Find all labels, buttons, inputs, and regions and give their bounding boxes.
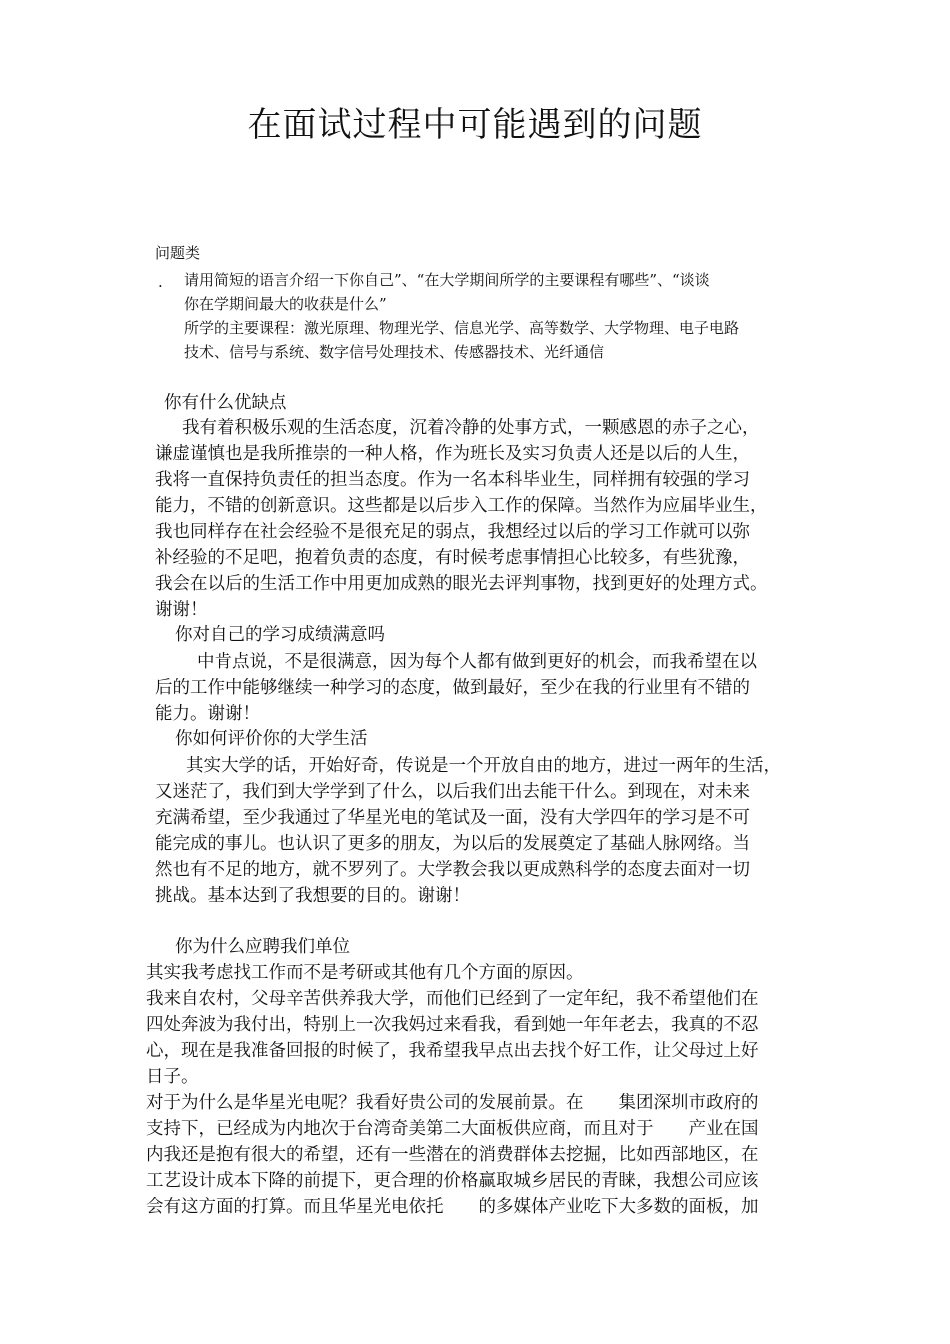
q5-line: 日子。 [146, 1067, 199, 1087]
q3-line: 后的工作中能够继续一种学习的态度，做到最好，至少在我的行业里有不错的 [155, 678, 750, 698]
q5-line: 我来自农村，父母辛苦供养我大学，而他们已经到了一定年纪，我不希望他们在 [146, 989, 759, 1009]
q2-heading: 你有什么优缺点 [164, 393, 287, 413]
q5-line: 心，现在是我准备回报的时候了，我希望我早点出去找个好工作，让父母过上好 [146, 1041, 759, 1061]
q3-line: 中肯点说，不是很满意，因为每个人都有做到更好的机会，而我希望在以 [197, 652, 757, 672]
q4-heading: 你如何评价你的大学生活 [175, 729, 368, 749]
q2-line: 我将一直保持负责任的担当态度。作为一名本科毕业生，同样拥有较强的学习 [155, 470, 750, 490]
q5-line: 支持下，已经成为内地次于台湾奇美第二大面板供应商，而且对于 产业在国 [146, 1119, 759, 1139]
page-title: 在面试过程中可能遇到的问题 [247, 105, 703, 145]
category-label: 问题类 [155, 244, 201, 262]
q5-line: 四处奔波为我付出，特别上一次我妈过来看我，看到她一年年老去，我真的不忍 [146, 1015, 759, 1035]
q5-line: 其实我考虑找工作而不是考研或其他有几个方面的原因。 [146, 963, 584, 983]
q1-line: 请用简短的语言介绍一下你自己”、“在大学期间所学的主要课程有哪些”、“谈谈 [184, 271, 710, 289]
list-marker: . [158, 273, 163, 291]
q1-line: 所学的主要课程：激光原理、物理光学、信息光学、高等数学、大学物理、电子电路 [184, 319, 740, 337]
q4-line: 挑战。基本达到了我想要的目的。谢谢！ [155, 886, 470, 906]
q2-line: 谢谢！ [155, 600, 208, 620]
q3-line: 能力。谢谢！ [155, 704, 260, 724]
q1-line: 你在学期间最大的收获是什么” [184, 295, 387, 313]
q5-line: 内我还是抱有很大的希望，还有一些潜在的消费群体去挖掘，比如西部地区，在 [146, 1145, 759, 1165]
q5-heading: 你为什么应聘我们单位 [175, 937, 350, 957]
q5-line: 工艺设计成本下降的前提下，更合理的价格赢取城乡居民的青睐，我想公司应该 [146, 1171, 759, 1191]
q4-line: 充满希望，至少我通过了华星光电的笔试及一面，没有大学四年的学习是不可 [155, 808, 750, 828]
q5-line: 对于为什么是华星光电呢？我看好贵公司的发展前景。在 集团深圳市政府的 [146, 1093, 759, 1113]
q2-line: 我会在以后的生活工作中用更加成熟的眼光去评判事物，找到更好的处理方式。 [155, 574, 768, 594]
q5-line: 会有这方面的打算。而且华星光电依托 的多媒体产业吃下大多数的面板，加 [146, 1197, 759, 1217]
q2-line: 能力，不错的创新意识。这些都是以后步入工作的保障。当然作为应届毕业生， [155, 496, 768, 516]
q1-line: 技术、信号与系统、数字信号处理技术、传感器技术、光纤通信 [184, 343, 605, 361]
q4-line: 又迷茫了，我们到大学学到了什么，以后我们出去能干什么。到现在，对未来 [155, 782, 750, 802]
q4-line: 其实大学的话，开始好奇，传说是一个开放自由的地方，进过一两年的生活， [186, 756, 781, 776]
q3-heading: 你对自己的学习成绩满意吗 [175, 625, 385, 645]
q2-line: 我有着积极乐观的生活态度，沉着冷静的处事方式，一颗感恩的赤子之心， [182, 418, 760, 438]
q4-line: 能完成的事儿。也认识了更多的朋友，为以后的发展奠定了基础人脉网络。当 [155, 834, 750, 854]
q4-line: 然也有不足的地方，就不罗列了。大学教会我以更成熟科学的态度去面对一切 [155, 860, 750, 880]
q2-line: 谦虚谨慎也是我所推崇的一种人格，作为班长及实习负责人还是以后的人生， [155, 444, 750, 464]
q2-line: 我也同样存在社会经验不是很充足的弱点，我想经过以后的学习工作就可以弥 [155, 522, 750, 542]
q2-line: 补经验的不足吧，抱着负责的态度，有时候考虑事情担心比较多，有些犹豫， [155, 548, 750, 568]
